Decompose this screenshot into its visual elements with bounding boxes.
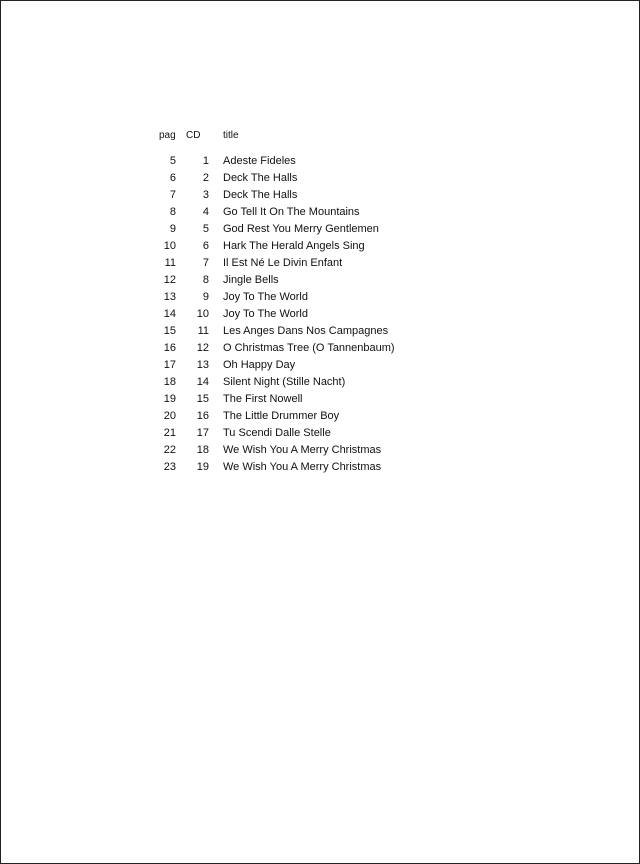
row-cd-track: 14 <box>196 376 209 388</box>
row-song-title: Jingle Bells <box>223 274 279 286</box>
table-row <box>151 205 395 222</box>
row-cd-track: 8 <box>202 274 209 286</box>
row-cd-track: 18 <box>196 444 209 456</box>
row-song-title: O Christmas Tree (O Tannenbaum) <box>223 342 395 354</box>
row-song-title: Deck The Halls <box>223 172 298 184</box>
row-cd-track: 16 <box>196 410 209 422</box>
table-row <box>151 256 395 273</box>
table-row <box>151 239 395 256</box>
row-page-number: 18 <box>163 376 176 388</box>
row-song-title: The Little Drummer Boy <box>223 410 340 422</box>
row-page-number: 13 <box>163 291 176 303</box>
row-cd-track: 6 <box>202 240 209 252</box>
row-song-title: Go Tell It On The Mountains <box>223 206 360 218</box>
row-song-title: We Wish You A Merry Christmas <box>223 444 382 456</box>
row-page-number: 21 <box>163 427 176 439</box>
row-song-title: Joy To The World <box>223 308 308 320</box>
table-row <box>151 222 395 239</box>
row-cd-track: 7 <box>202 257 209 269</box>
row-page-number: 14 <box>163 308 176 320</box>
row-song-title: Les Anges Dans Nos Campagnes <box>223 325 389 337</box>
contents-table <box>151 128 395 477</box>
row-page-number: 7 <box>169 189 176 201</box>
row-page-number: 17 <box>163 359 176 371</box>
row-page-number: 22 <box>163 444 176 456</box>
row-cd-track: 13 <box>196 359 209 371</box>
row-song-title: Tu Scendi Dalle Stelle <box>223 427 331 439</box>
row-page-number: 6 <box>169 172 176 184</box>
table-row <box>151 324 395 341</box>
table-row <box>151 341 395 358</box>
row-page-number: 5 <box>169 155 176 167</box>
table-body <box>151 154 395 477</box>
row-page-number: 19 <box>163 393 176 405</box>
table-row <box>151 426 395 443</box>
table-row <box>151 290 395 307</box>
header-cd: CD <box>186 130 201 141</box>
header-pag: pag <box>159 130 176 141</box>
row-page-number: 23 <box>163 461 176 473</box>
row-song-title: Joy To The World <box>223 291 308 303</box>
row-song-title: Oh Happy Day <box>223 359 296 371</box>
row-page-number: 15 <box>163 325 176 337</box>
table-row <box>151 443 395 460</box>
row-page-number: 11 <box>164 257 176 269</box>
row-cd-track: 17 <box>196 427 209 439</box>
table-row <box>151 392 395 409</box>
row-cd-track: 11 <box>197 325 209 337</box>
row-cd-track: 2 <box>202 172 209 184</box>
row-page-number: 20 <box>163 410 176 422</box>
table-row <box>151 460 395 477</box>
table-row <box>151 154 395 171</box>
row-cd-track: 12 <box>196 342 209 354</box>
row-song-title: Silent Night (Stille Nacht) <box>223 376 346 388</box>
row-cd-track: 4 <box>202 206 209 218</box>
row-cd-track: 9 <box>202 291 209 303</box>
row-song-title: Il Est Né Le Divin Enfant <box>223 257 343 269</box>
row-page-number: 8 <box>169 206 176 218</box>
table-row <box>151 358 395 375</box>
row-page-number: 9 <box>169 223 176 235</box>
row-cd-track: 10 <box>196 308 209 320</box>
table-row <box>151 188 395 205</box>
table-row <box>151 171 395 188</box>
row-cd-track: 5 <box>202 223 209 235</box>
row-song-title: The First Nowell <box>223 393 303 405</box>
row-song-title: Deck The Halls <box>223 189 298 201</box>
row-song-title: Hark The Herald Angels Sing <box>223 240 365 252</box>
row-cd-track: 1 <box>202 155 209 167</box>
row-song-title: Adeste Fideles <box>223 155 296 167</box>
row-cd-track: 19 <box>196 461 209 473</box>
table-header-row <box>151 128 395 143</box>
row-page-number: 16 <box>163 342 176 354</box>
table-row <box>151 409 395 426</box>
row-cd-track: 15 <box>196 393 209 405</box>
row-song-title: We Wish You A Merry Christmas <box>223 461 382 473</box>
table-row <box>151 307 395 324</box>
table-row <box>151 273 395 290</box>
row-song-title: God Rest You Merry Gentlemen <box>223 223 379 235</box>
table-row <box>151 375 395 392</box>
row-page-number: 12 <box>163 274 176 286</box>
row-cd-track: 3 <box>202 189 209 201</box>
row-page-number: 10 <box>163 240 176 252</box>
header-title: title <box>223 130 239 141</box>
